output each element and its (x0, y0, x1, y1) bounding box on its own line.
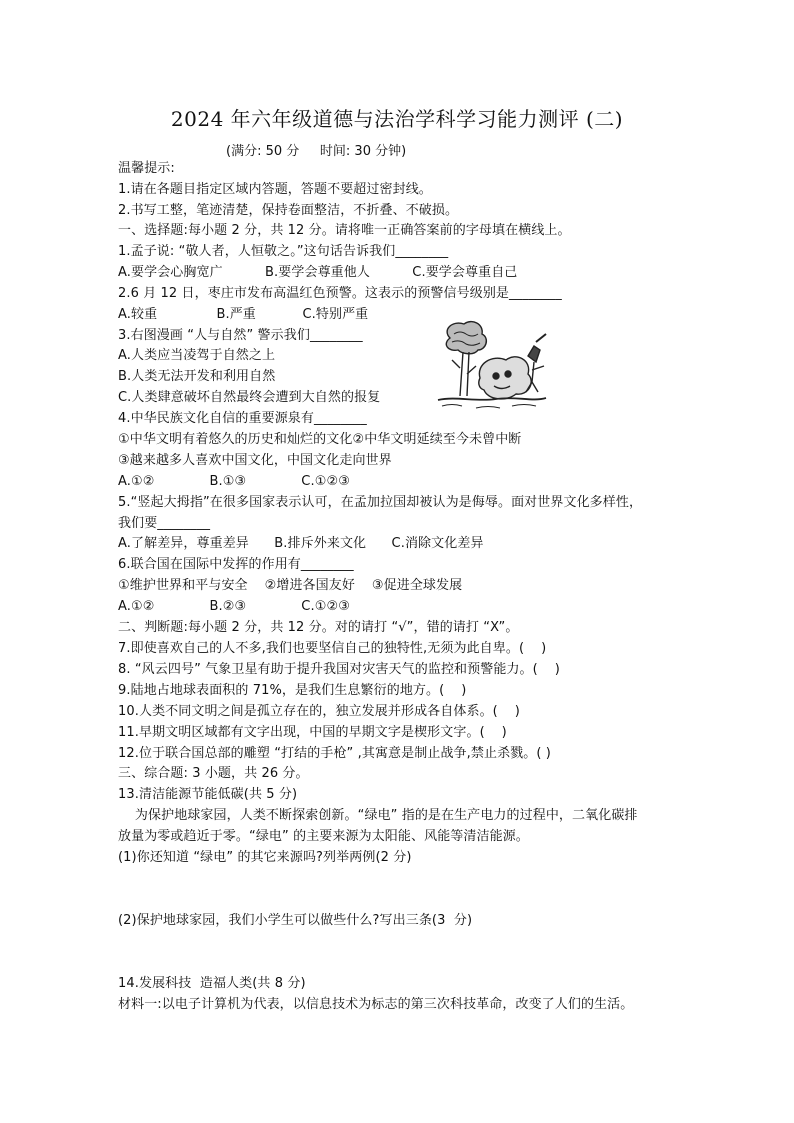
question-3-stem: 3.右图漫画 “人与自然” 警示我们________ (118, 328, 363, 343)
judgment-item: 12.位于联合国总部的雕塑 “打结的手枪” ,其寓意是制止战争,禁止杀戮。( ) (118, 746, 551, 761)
question-2-options: A.较重 B.严重 C.特别严重 (118, 307, 369, 322)
notice-item: 2.书写工整，笔迹清楚，保持卷面整洁，不折叠、不破损。 (118, 203, 459, 218)
judgment-item: 8. “风云四号” 气象卫星有助于提升我国对灾害天气的监控和预警能力。( ) (118, 662, 560, 677)
question-5-options: A.了解差异，尊重差异 B.排斥外来文化 C.消除文化差异 (118, 536, 484, 551)
section2-heading: 二、判断题:每小题 2 分，共 12 分。对的请打 “√”，错的请打 “X”。 (118, 620, 519, 635)
exam-title: 2024 年六年级道德与法治学科学习能力测评 (二) (170, 107, 624, 131)
judgment-item: 11.早期文明区域都有文字出现，中国的早期文字是楔形文字。( ) (118, 725, 507, 740)
question-1-options: A.要学会心胸宽广 B.要学会尊重他人 C.要学会尊重自己 (118, 265, 518, 280)
cartoon-illustration (436, 320, 548, 412)
question-6-options: A.①② B.②③ C.①②③ (118, 599, 350, 614)
question-5-stem-continued: 我们要________ (118, 516, 211, 531)
notice-item: 1.请在各题目指定区域内答题，答题不要超过密封线。 (118, 182, 432, 197)
question-13-material: 为保护地球家园，人类不断探索创新。“绿电” 指的是在生产电力的过程中，二氧化碳排 (118, 808, 638, 823)
question-13-title: 13.清洁能源节能低碳(共 5 分) (118, 787, 298, 802)
question-1-stem: 1.孟子说: “敬人者，人恒敬之。”这句话告诉我们________ (118, 244, 449, 259)
question-3-option-a: A.人类应当凌驾于自然之上 (118, 348, 276, 363)
judgment-item: 10.人类不同文明之间是孤立存在的，独立发展并形成各自体系。( ) (118, 704, 520, 719)
judgment-item: 7.即使喜欢自己的人不多,我们也要坚信自己的独特性,无须为此自卑。( ) (118, 641, 547, 656)
exam-subtitle: (满分: 50 分 时间: 30 分钟) (226, 144, 407, 159)
question-13-subquestion-2: (2)保护地球家园，我们小学生可以做些什么?写出三条(3 分) (118, 913, 473, 928)
question-3-option-b: B.人类无法开发和利用自然 (118, 369, 276, 384)
question-13-subquestion-1: (1)你还知道 “绿电” 的其它来源吗?列举两例(2 分) (118, 850, 412, 865)
question-4-statement-line: ③越来越多人喜欢中国文化，中国文化走向世界 (118, 453, 392, 468)
section3-heading: 三、综合题: 3 小题，共 26 分。 (118, 766, 309, 781)
question-3-option-c: C.人类肆意破坏自然最终会遭到大自然的报复 (118, 390, 381, 405)
question-14-title: 14.发展科技 造福人类(共 8 分) (118, 976, 306, 991)
question-13-material-continued: 放量为零或趋近于零。“绿电” 的主要来源为太阳能、风能等清洁能源。 (118, 829, 529, 844)
question-4-statement-line: ①中华文明有着悠久的历史和灿烂的文化②中华文明延续至今未曾中断 (118, 432, 522, 447)
question-14-material: 材料一:以电子计算机为代表，以信息技术为标志的第三次科技革命，改变了人们的生活。 (118, 997, 634, 1012)
question-4-options: A.①② B.①③ C.①②③ (118, 474, 350, 489)
question-6-stem: 6.联合国在国际中发挥的作用有________ (118, 557, 354, 572)
question-6-statements: ①维护世界和平与安全 ②增进各国友好 ③促进全球发展 (118, 578, 463, 593)
question-4-stem: 4.中华民族文化自信的重要源泉有________ (118, 411, 367, 426)
question-5-stem: 5.“竖起大拇指”在很多国家表示认可，在孟加拉国却被认为是侮辱。面对世界文化多样性， (118, 495, 643, 510)
judgment-item: 9.陆地占地球表面积的 71%，是我们生息繁衍的地方。( ) (118, 683, 467, 698)
section1-heading: 一、选择题:每小题 2 分，共 12 分。请将唯一正确答案前的字母填在横线上。 (118, 223, 571, 238)
question-2-stem: 2.6 月 12 日，枣庄市发布高温红色预警。这表示的预警信号级别是________ (118, 286, 562, 301)
notice-heading: 温馨提示: (118, 161, 175, 176)
